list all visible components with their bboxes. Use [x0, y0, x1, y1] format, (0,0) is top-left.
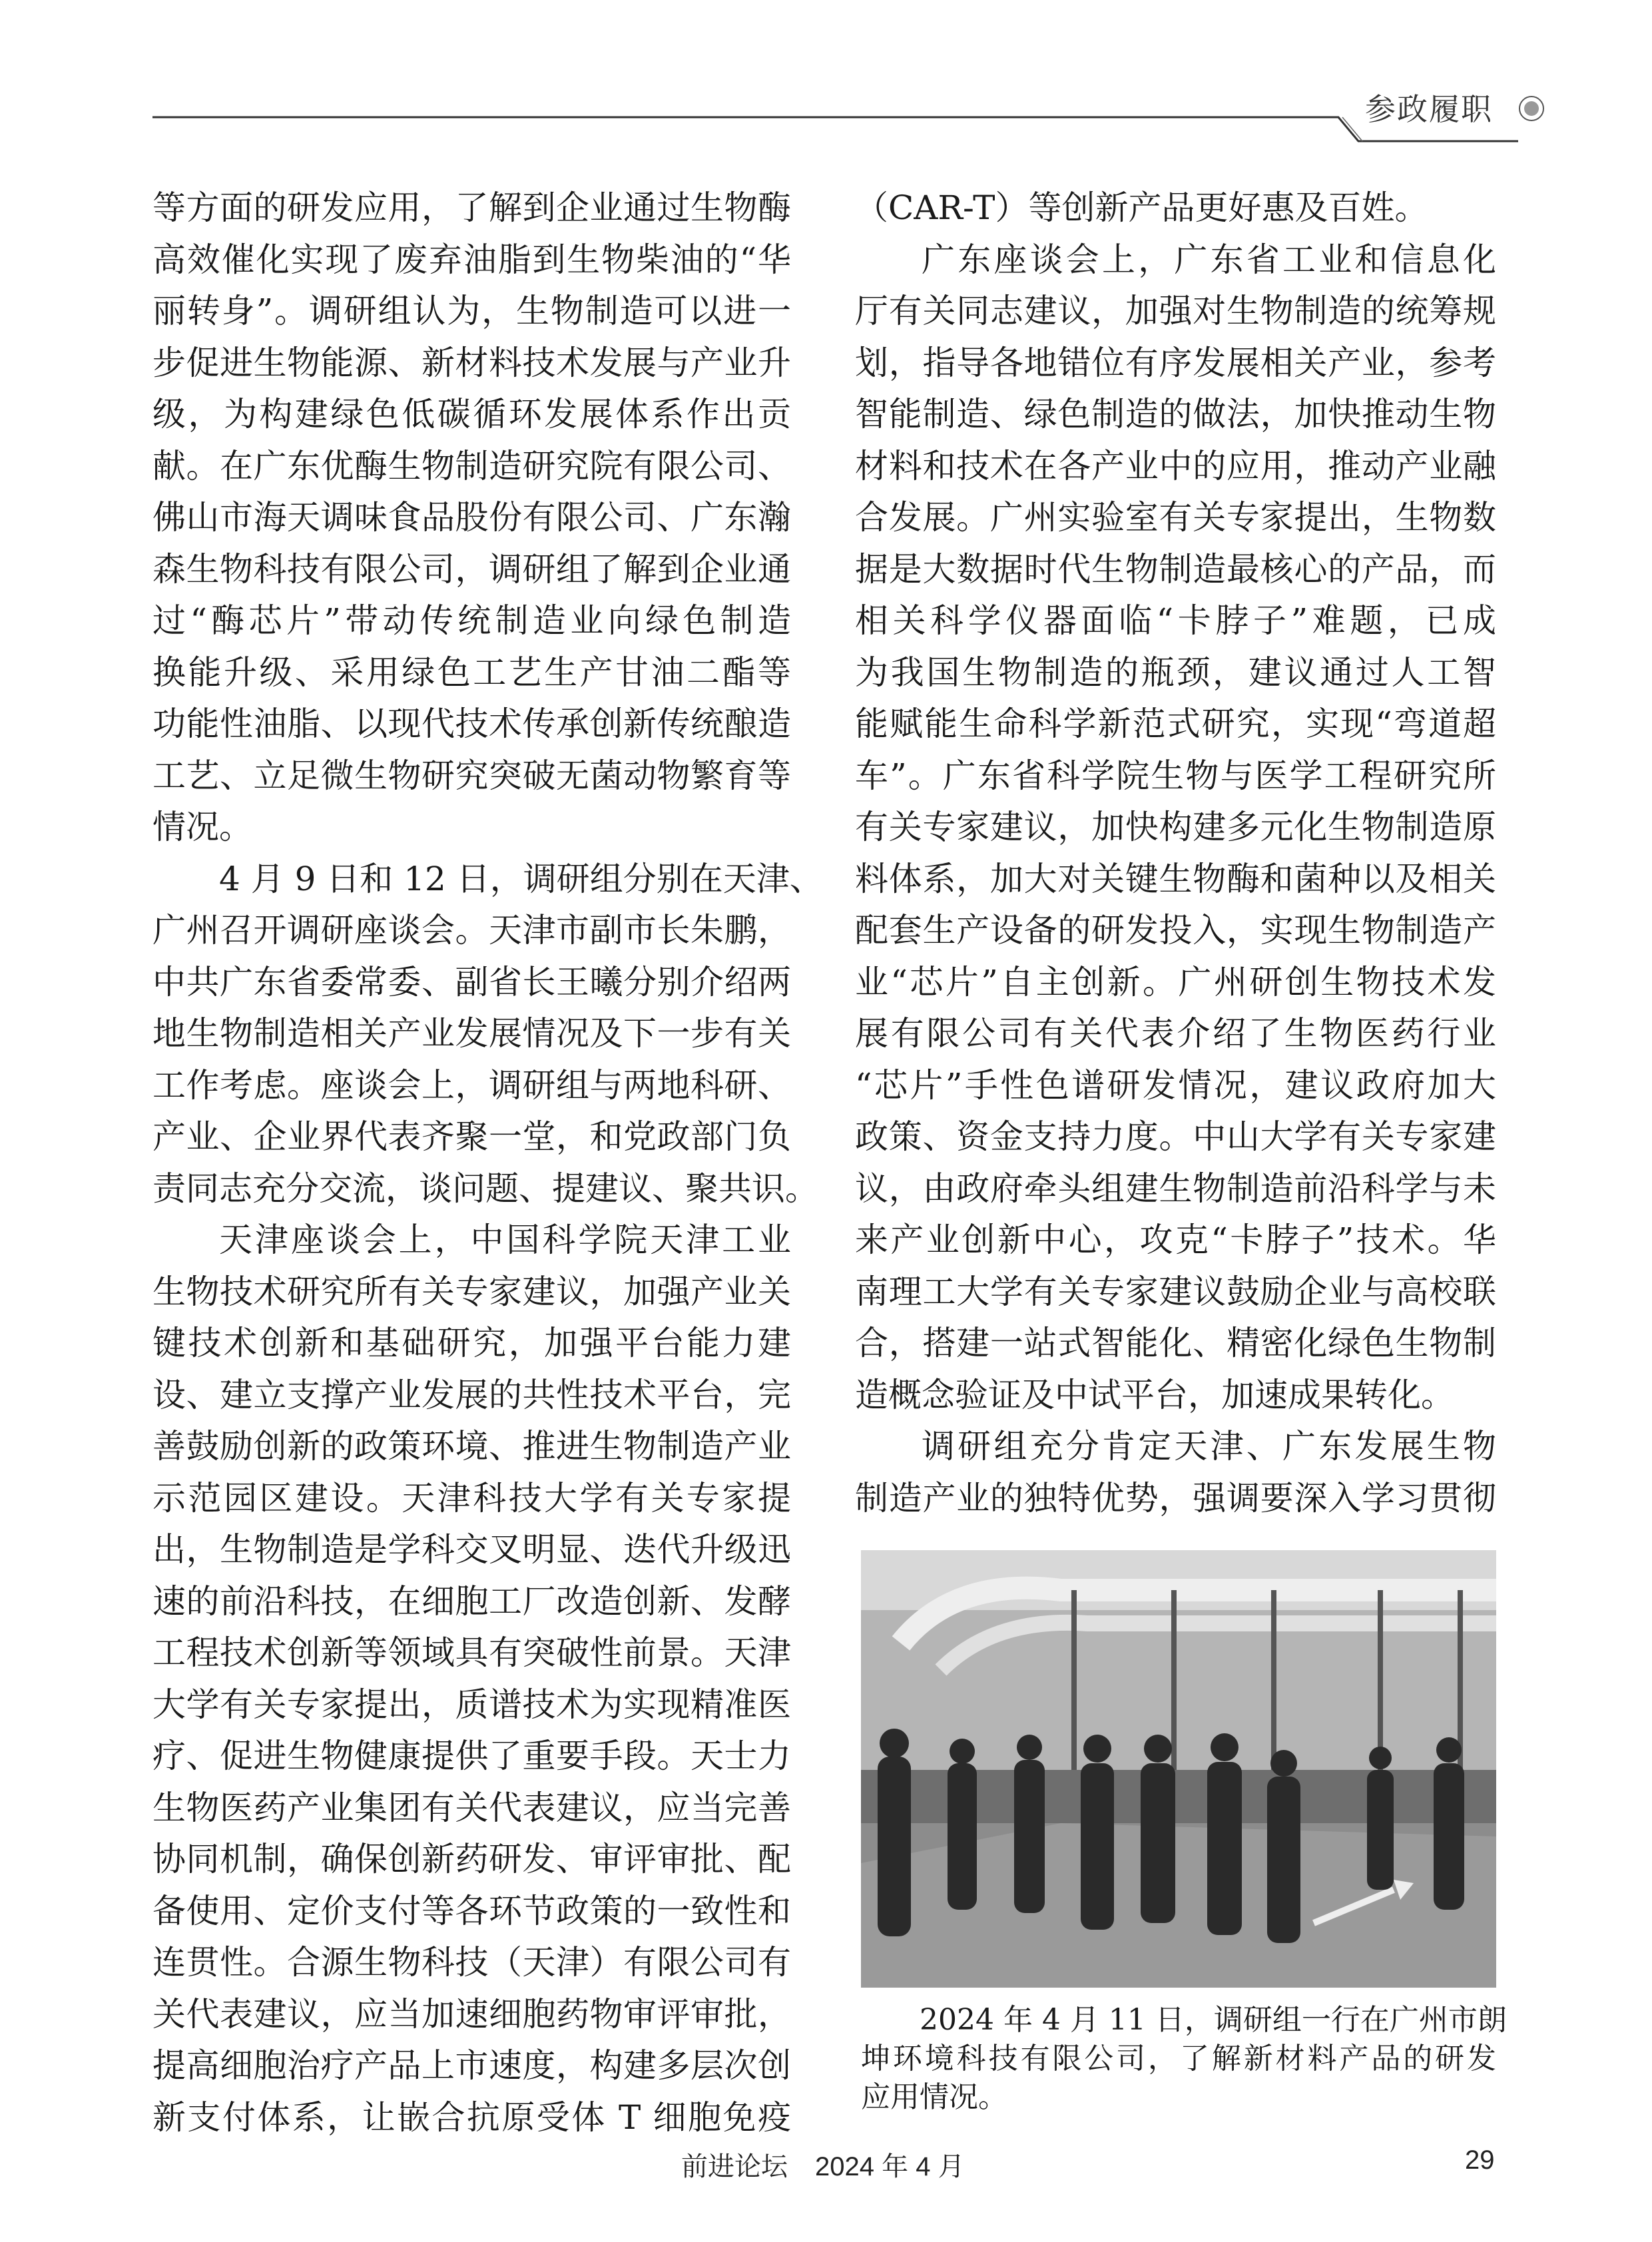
text-line: 南理工大学有关专家建议鼓励企业与高校联	[855, 1272, 1496, 1311]
text-line: 责同志充分交流，谈问题、提建议、聚共识。	[152, 1169, 818, 1208]
text-line: 广东座谈会上，广东省工业和信息化	[922, 240, 1496, 279]
photo-caption	[861, 2001, 1507, 2117]
text-line: 相关科学仪器面临“卡脖子”难题，已成	[855, 601, 1496, 640]
text-line: 产业、企业界代表齐聚一堂，和党政部门负	[152, 1117, 791, 1156]
section-title: 参政履职	[1365, 91, 1493, 127]
text-line: 调研组充分肯定天津、广东发展生物	[922, 1427, 1496, 1466]
text-line: 车”。广东省科学院生物与医学工程研究所	[855, 756, 1496, 795]
text-line: 丽转身”。调研组认为，生物制造可以进一	[152, 292, 791, 330]
text-line: 造概念验证及中试平台，加速成果转化。	[855, 1375, 1454, 1414]
text-line: 合发展。广州实验室有关专家提出，生物数	[855, 498, 1496, 537]
text-line: 协同机制，确保创新药研发、审评审批、配	[152, 1840, 791, 1878]
text-line: 示范园区建设。天津科技大学有关专家提	[152, 1478, 791, 1518]
text-line: 备使用、定价支付等各环节政策的一致性和	[152, 1891, 791, 1930]
text-line: 配套生产设备的研发投入，实现生物制造产	[855, 911, 1496, 950]
text-line: 议，由政府牵头组建生物制造前沿科学与未	[855, 1169, 1496, 1208]
text-line: 提高细胞治疗产品上市速度，构建多层次创	[152, 2046, 791, 2085]
text-line: 换能升级、采用绿色工艺生产甘油二酯等	[152, 653, 791, 692]
text-line: 献。在广东优酶生物制造研究院有限公司、	[152, 446, 791, 485]
text-line: “芯片”手性色谱研发情况，建议政府加大	[855, 1065, 1496, 1105]
text-line: 等方面的研发应用，了解到企业通过生物酶	[152, 188, 791, 227]
text-line: 生物技术研究所有关专家建议，加强产业关	[152, 1272, 791, 1311]
text-line: 展有限公司有关代表介绍了生物医药行业	[855, 1014, 1496, 1053]
text-line: 善鼓励创新的政策环境、推进生物制造产业	[152, 1427, 791, 1466]
text-line: 连贯性。合源生物科技（天津）有限公司有	[152, 1943, 791, 1982]
text-line: 疗、促进生物健康提供了重要手段。天士力	[152, 1737, 791, 1775]
text-line: 级，为构建绿色低碳循环发展体系作出贡	[152, 395, 791, 433]
text-line: 森生物科技有限公司，调研组了解到企业通	[152, 549, 791, 589]
caption-line: 应用情况。	[861, 2080, 1007, 2114]
text-line: 工作考虑。座谈会上，调研组与两地科研、	[152, 1065, 791, 1105]
text-line: 生物医药产业集团有关代表建议，应当完善	[152, 1788, 791, 1827]
page-number: 29	[1465, 2145, 1495, 2175]
text-line: 过“酶芯片”带动传统制造业向绿色制造	[152, 601, 791, 640]
text-line: 功能性油脂、以现代技术传承创新传统酿造	[152, 704, 791, 743]
text-line: 有关专家建议，加快构建多元化生物制造原	[855, 808, 1496, 846]
text-line: 料体系，加大对关键生物酶和菌种以及相关	[855, 859, 1496, 898]
text-line: 地生物制造相关产业发展情况及下一步有关	[152, 1014, 791, 1053]
text-line: 关代表建议，应当加速细胞药物审评审批，	[152, 1994, 791, 2034]
text-line: 速的前沿科技，在细胞工厂改造创新、发酵	[152, 1581, 791, 1621]
text-line: 为我国生物制造的瓶颈，建议通过人工智	[855, 653, 1496, 692]
left-column	[152, 182, 823, 2143]
footer-publication: 前进论坛	[681, 2152, 788, 2181]
right-column	[855, 182, 1496, 1524]
text-line: 键技术创新和基础研究，加强平台能力建	[152, 1324, 791, 1362]
text-line: 材料和技术在各产业中的应用，推动产业融	[855, 446, 1496, 485]
text-line: 天津座谈会上，中国科学院天津工业	[219, 1221, 791, 1259]
text-line: 中共广东省委常委、副省长王曦分别介绍两	[152, 962, 791, 1001]
target-circle-icon	[1519, 97, 1543, 121]
text-line: 新支付体系，让嵌合抗原受体 T 细胞免疫	[152, 2098, 791, 2137]
text-line: 智能制造、绿色制造的做法，加快推动生物	[855, 395, 1496, 433]
text-line: 工艺、立足微生物研究突破无菌动物繁育等	[152, 756, 791, 795]
caption-line: 2024 年 4 月 11 日，调研组一行在广州市朗	[920, 2003, 1507, 2037]
text-line: 业“芯片”自主创新。广州研创生物技术发	[855, 962, 1496, 1001]
text-line: （CAR-T）等创新产品更好惠及百姓。	[855, 188, 1428, 227]
text-line: 合，搭建一站式智能化、精密化绿色生物制	[855, 1324, 1496, 1362]
text-line: 出，生物制造是学科交叉明显、迭代升级迅	[152, 1530, 791, 1569]
text-line: 厅有关同志建议，加强对生物制造的统筹规	[855, 292, 1496, 330]
text-line: 政策、资金支持力度。中山大学有关专家建	[855, 1117, 1496, 1156]
text-line: 工程技术创新等领域具有突破性前景。天津	[152, 1633, 791, 1672]
footer-issue: 2024 年 4 月	[815, 2152, 965, 2181]
text-line: 4 月 9 日和 12 日，调研组分别在天津、	[219, 859, 823, 898]
text-line: 能赋能生命科学新范式研究，实现“弯道超	[855, 704, 1496, 743]
text-line: 划，指导各地错位有序发展相关产业，参考	[855, 343, 1496, 382]
text-line: 广州召开调研座谈会。天津市副市长朱鹏，	[152, 911, 791, 950]
text-line: 制造产业的独特优势，强调要深入学习贯彻	[855, 1478, 1496, 1518]
text-line: 佛山市海天调味食品股份有限公司、广东瀚	[152, 498, 791, 537]
text-line: 来产业创新中心，攻克“卡脖子”技术。华	[855, 1221, 1496, 1259]
text-line: 高效催化实现了废弃油脂到生物柴油的“华	[152, 240, 791, 279]
text-line: 据是大数据时代生物制造最核心的产品，而	[855, 549, 1496, 589]
text-line: 大学有关专家提出，质谱技术为实现精准医	[152, 1685, 791, 1724]
text-line: 设、建立支撑产业发展的共性技术平台，完	[152, 1375, 791, 1414]
text-line: 情况。	[152, 808, 252, 846]
caption-line: 坤环境科技有限公司，了解新材料产品的研发	[861, 2042, 1496, 2076]
news-photo	[861, 1550, 1496, 1988]
text-line: 步促进生物能源、新材料技术发展与产业升	[152, 343, 791, 382]
